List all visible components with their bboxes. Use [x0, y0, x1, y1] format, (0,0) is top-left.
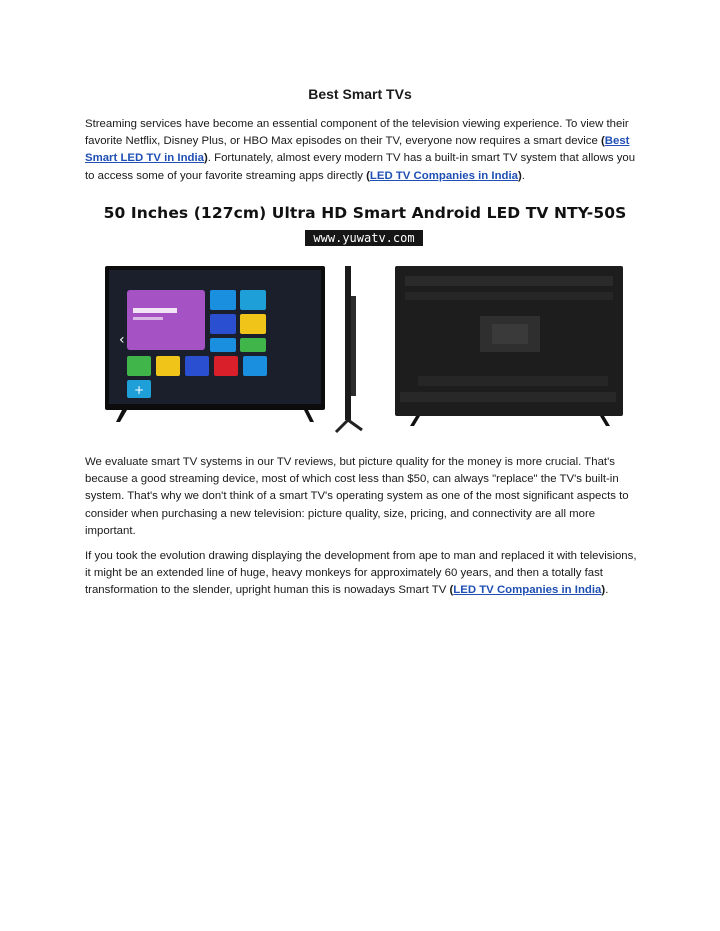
led-tv-companies-link[interactable]: LED TV Companies in India	[369, 169, 518, 182]
paren-close: )	[203, 152, 208, 165]
app-tile	[185, 356, 209, 376]
app-tile	[240, 290, 266, 310]
page-title: Best Smart TVs	[308, 86, 412, 102]
app-tile	[127, 356, 151, 376]
paren-open: (	[449, 584, 454, 597]
evolution-paragraph	[85, 548, 637, 600]
tv-back	[395, 266, 623, 426]
product-image	[100, 200, 630, 440]
paragraph-text: .	[521, 169, 525, 182]
paren-close: )	[601, 584, 606, 597]
app-tile	[243, 356, 267, 376]
svg-text:+: +	[133, 383, 145, 397]
app-tile	[156, 356, 180, 376]
tv-side	[336, 266, 362, 432]
tv-front	[105, 266, 325, 422]
chevron-left-icon: ‹	[119, 332, 125, 348]
tv-illustration	[100, 256, 630, 440]
app-tile	[240, 338, 266, 352]
paren-close: )	[518, 169, 522, 182]
paren-open: (	[600, 135, 605, 148]
app-tile	[240, 314, 266, 334]
app-tile	[210, 290, 236, 310]
paragraph-text: If you took the evolution drawing displaying the development from ape to man and replaced it with televisions, it might be an extended line of huge, heavy monkeys for approximately 60 years, and then a totally fast transformation to the slender, upright human this is nowadays Smart TV	[85, 550, 637, 597]
best-smart-led-tv-link[interactable]: Best Smart LED TV in India	[85, 135, 630, 165]
intro-paragraph	[85, 116, 637, 185]
paren-open: (	[366, 169, 370, 182]
website-label: www.yuwatv.com	[305, 230, 423, 246]
paragraph-text: .	[605, 584, 609, 597]
led-tv-companies-link[interactable]: LED TV Companies in India	[453, 584, 602, 597]
app-tile	[214, 356, 238, 376]
paragraph-text: . Fortunately, almost every modern TV has a built-in smart TV system that allows you to access some of your favorite streaming apps directly	[85, 152, 636, 182]
app-tile	[210, 338, 236, 352]
evaluation-paragraph: We evaluate smart TV systems in our TV reviews, but picture quality for the money is more crucial. That's because a good streaming device, most of which cost less than $50, can always "replace" the TV's built-in system. That's why we don't think of a smart TV's operating system as one of the most significant aspects to consider when purchasing a new television: picture quality, size, pricing, and connectivity are all more important.	[85, 456, 629, 537]
app-tile	[210, 314, 236, 334]
paragraph-text: Streaming services have become an essential component of the television viewing experience. To view their favorite Netflix, Disney Plus, or HBO Max episodes on their TV, everyone now requires a smart device	[85, 118, 629, 148]
product-headline: 50 Inches (127cm) Ultra HD Smart Android LED TV NTY-50S	[103, 204, 627, 222]
